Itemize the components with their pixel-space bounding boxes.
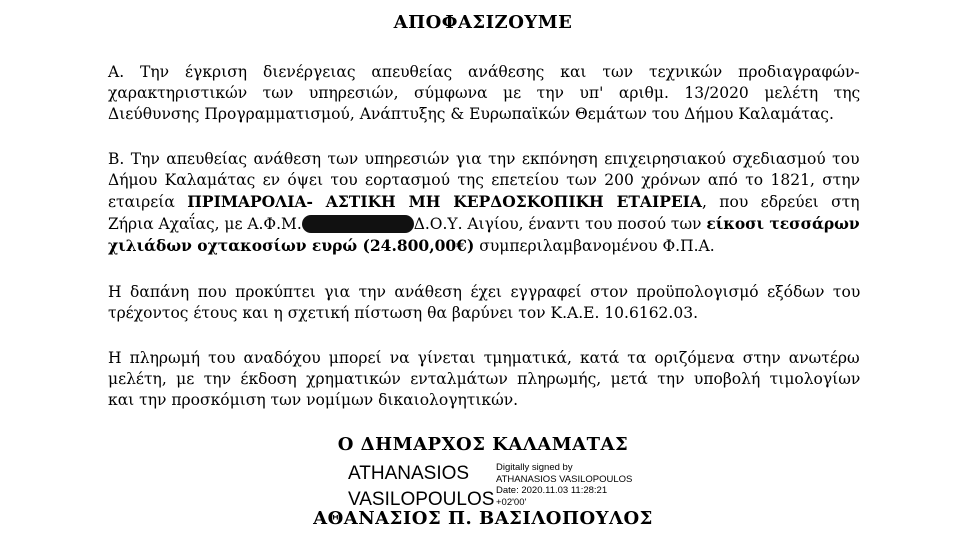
signature-info-line: Digitally signed by	[496, 462, 573, 473]
paragraph-a-line: Διεύθυνσης Προγραμματισμού, Ανάπτυξης & Ευρωπαϊκών Θεμάτων του Δήμου Καλαμάτας.	[108, 105, 834, 123]
paragraph-b-line	[108, 235, 860, 257]
afm-label: Ζήρια Αχαΐας, με Α.Φ.Μ.	[108, 215, 302, 233]
paragraph-a-line: χαρακτηριστικών των υπηρεσιών, σύμφωνα με την υπ' αριθμ. 13/2020 μελέτη της	[108, 84, 861, 102]
paragraph-b	[108, 149, 860, 257]
vat-note: συμπεριλαμβανομένου Φ.Π.Α.	[474, 237, 715, 255]
signature-info-line: Date: 2020.11.03 11:28:21	[496, 485, 608, 496]
paragraph-b-line: Δήμου Καλαμάτας εν όψει του εορτασμού της επετείου των 200 χρόνων από το 1821, στην	[108, 171, 861, 189]
amount-words: είκοσι τεσσάρων	[706, 214, 860, 233]
paragraph-d-line: Η πληρωμή του αναδόχου μπορεί να γίνεται τμηματικά, κατά τα οριζόμενα στην ανωτέρω	[108, 349, 860, 367]
signature-name-last: VASILOPOULOS	[348, 489, 495, 510]
paragraph-c	[108, 282, 860, 324]
company-suffix: , που εδρεύει στη	[701, 193, 860, 211]
paragraph-b-line	[108, 191, 860, 213]
company-prefix: εταιρεία	[108, 193, 175, 211]
company-name: ΠΡΙΜΑΡΟΛΙΑ- ΑΣΤΙΚΗ ΜΗ ΚΕΡΔΟΣΚΟΠΙΚΗ ΕΤΑΙΡΕΙΑ	[187, 192, 702, 211]
decision-heading: ΑΠΟΦΑΣΙΖΟΥΜΕ	[393, 12, 573, 33]
paragraph-d-line: μελέτη, με την έκδοση χρηματικών ενταλμάτων πληρωμής, μετά την υποβολή τιμολογίων	[108, 370, 861, 388]
amount-words-figure: χιλιάδων οχτακοσίων ευρώ (24.800,00€)	[108, 236, 475, 255]
redaction-mark	[302, 215, 414, 233]
paragraph-a	[108, 62, 860, 125]
signature-info-line: +02'00'	[496, 496, 527, 508]
tax-office-text: Δ.Ο.Υ. Αιγίου, έναντι του ποσού των	[413, 215, 702, 233]
paragraph-b-line	[108, 213, 860, 235]
paragraph-d-line: και την προσκόμιση των νομίμων δικαιολογητικών.	[108, 391, 519, 409]
paragraph-a-line: Α. Την έγκριση διενέργειας απευθείας ανάθεσης και των τεχνικών προδιαγραφών-	[108, 63, 860, 81]
mayor-full-name: ΑΘΑΝΑΣΙΟΣ Π. ΒΑΣΙΛΟΠΟΥΛΟΣ	[313, 508, 653, 529]
signature-info-line: ATHANASIOS VASILOPOULOS	[496, 473, 633, 485]
mayor-title: Ο ΔΗΜΑΡΧΟΣ ΚΑΛΑΜΑΤΑΣ	[337, 434, 629, 455]
digital-signature-info	[496, 462, 666, 508]
paragraph-c-line: Η δαπάνη που προκύπτει για την ανάθεση έχει εγγραφεί στον προϋπολογισμό εξόδων του	[108, 283, 861, 301]
paragraph-c-line: τρέχοντος έτους και η σχετική πίστωση θα βαρύνει τον Κ.Α.Ε. 10.6162.03.	[108, 304, 698, 322]
signature-name-first: ATHANASIOS	[348, 463, 470, 484]
paragraph-b-line: Β. Την απευθείας ανάθεση των υπηρεσιών για την εκπόνηση επιχειρησιακού σχεδιασμού του	[108, 150, 860, 168]
paragraph-d	[108, 348, 860, 411]
